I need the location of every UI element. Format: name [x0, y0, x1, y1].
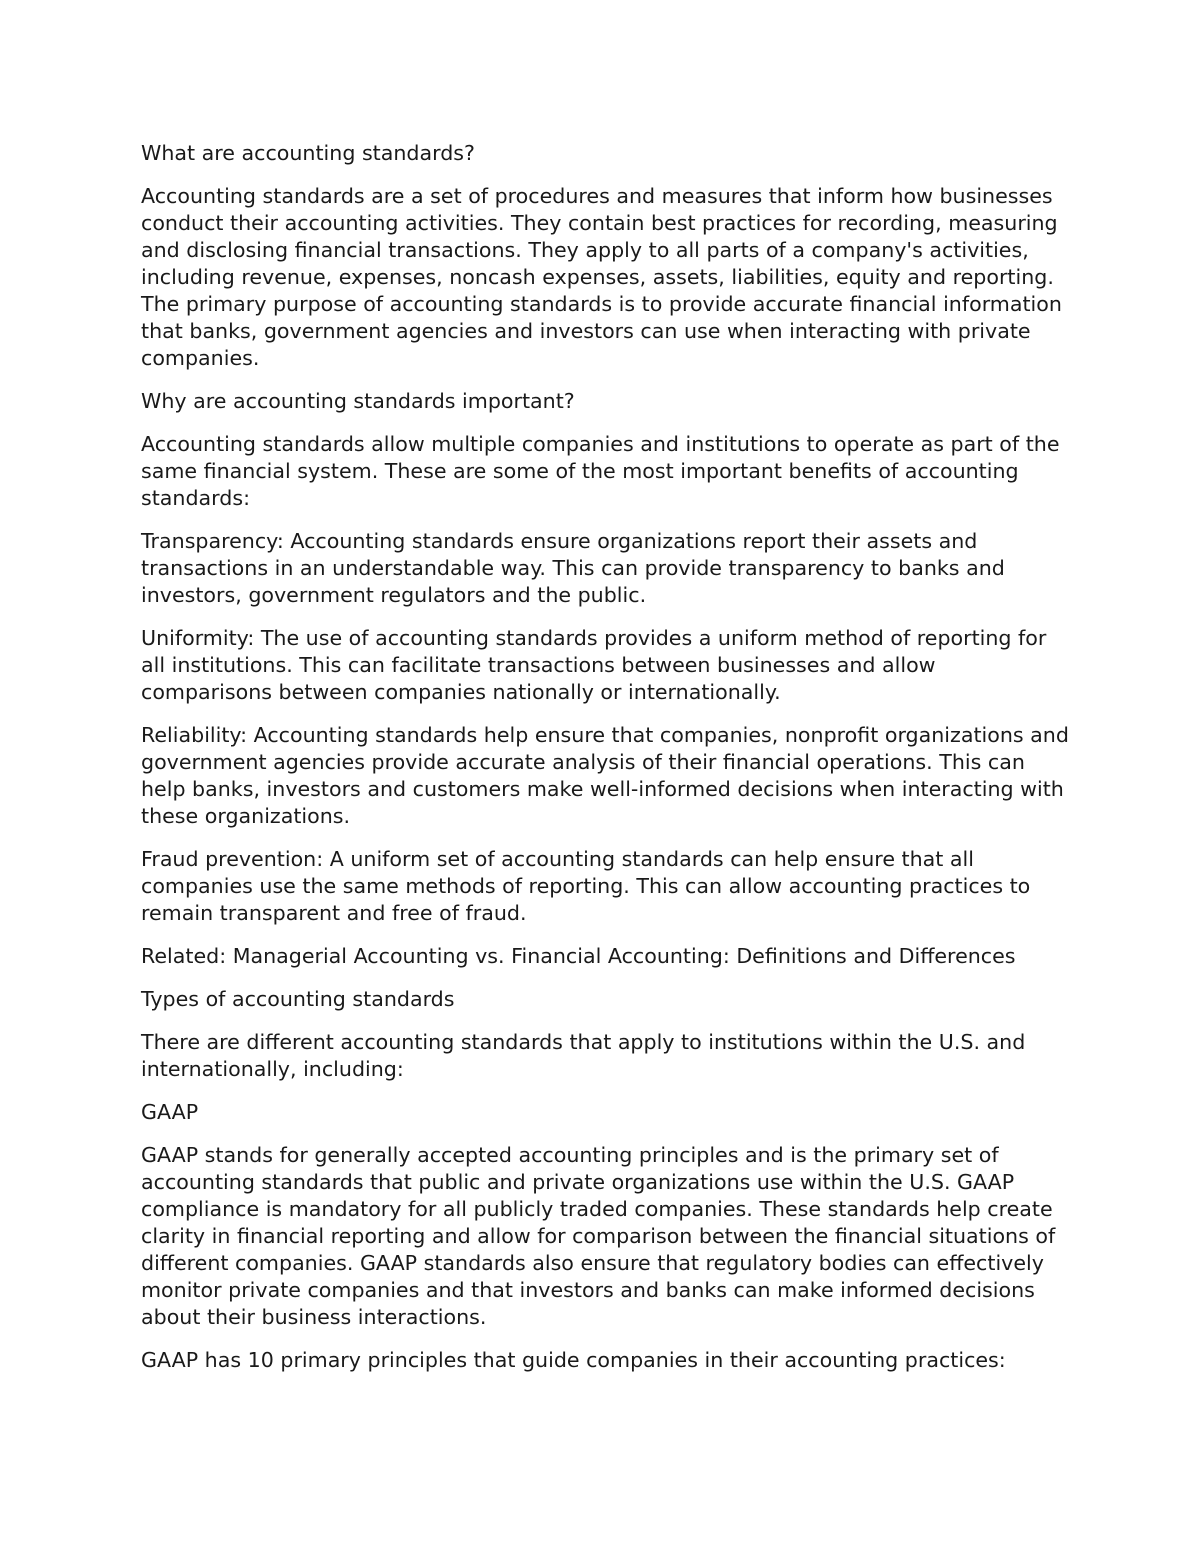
paragraph-gaap-principles-intro: GAAP has 10 primary principles that guide companies in their accounting practices: [141, 1348, 1006, 1372]
paragraph-gaap-description: GAAP stands for generally accepted accounting principles and is the primary set of accounting standards that public and private organizations use within the U.S. GAAP compliance is mandatory for all publicly traded companies. These standards help create clarity in financial reporting and allow for comparison between the financial situations of different companies. GAAP standards also ensure that regulatory bodies can effectively monitor private companies and that investors and banks can make informed decisions about their business interactions. [141, 1143, 1056, 1329]
paragraph-fraud-prevention: Fraud prevention: A uniform set of accounting standards can help ensure that all companies use the same methods of reporting. This can allow accounting practices to remain transparent and free of fraud. [141, 847, 1031, 925]
document-body [141, 140, 1071, 1390]
paragraph-transparency: Transparency: Accounting standards ensure organizations report their assets and transactions in an understandable way. This can provide transparency to banks and investors, government regulators and the public. [141, 529, 1005, 607]
paragraph-benefits-intro: Accounting standards allow multiple companies and institutions to operate as part of the same financial system. These are some of the most important benefits of accounting standards: [141, 432, 1060, 510]
heading-why-important: Why are accounting standards important? [141, 389, 575, 413]
heading-gaap: GAAP [141, 1100, 199, 1124]
heading-types: Types of accounting standards [141, 987, 455, 1011]
paragraph-types-intro: There are different accounting standards that apply to institutions within the U.S. and internationally, including: [141, 1030, 1026, 1081]
paragraph-definition: Accounting standards are a set of procedures and measures that inform how businesses conduct their accounting activities. They contain best practices for recording, measuring and disclosing financial transactions. They apply to all parts of a company's activities, including revenue, expenses, noncash expenses, assets, liabilities, equity and reporting. The primary purpose of accounting standards is to provide accurate financial information that banks, government agencies and investors can use when interacting with private companies. [141, 184, 1062, 370]
related-link-text: Related: Managerial Accounting vs. Financial Accounting: Definitions and Differences [141, 944, 1016, 968]
heading-what-are-standards: What are accounting standards? [141, 141, 475, 165]
paragraph-uniformity: Uniformity: The use of accounting standards provides a uniform method of reporting for all institutions. This can facilitate transactions between businesses and allow comparisons between companies nationally or internationally. [141, 626, 1047, 704]
paragraph-reliability: Reliability: Accounting standards help ensure that companies, nonprofit organizations and government agencies provide accurate analysis of their financial operations. This can help banks, investors and customers make well-informed decisions when interacting with these organizations. [141, 723, 1069, 828]
